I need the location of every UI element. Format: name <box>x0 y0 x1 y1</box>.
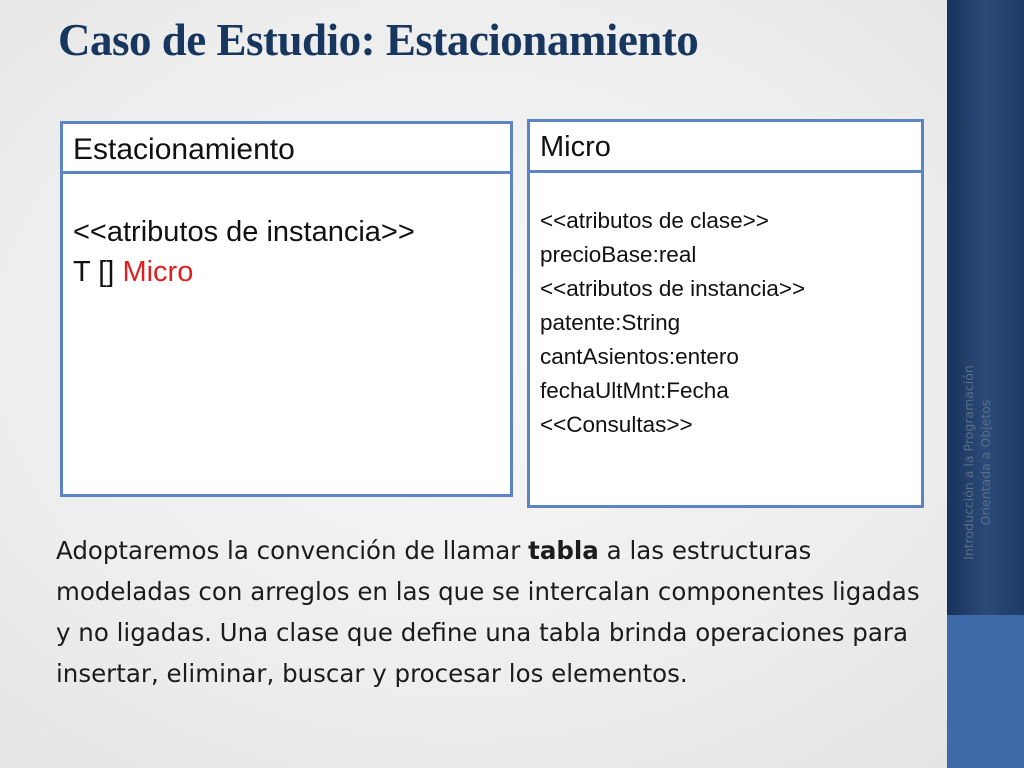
attribute-table-type: Micro <box>122 256 194 288</box>
body-paragraph <box>56 530 936 694</box>
class-name-estacionamiento: Estacionamiento <box>63 124 510 174</box>
class-body-estacionamiento <box>63 174 510 292</box>
body-paragraph-part-2: a las estructuras modeladas con arreglos en las que se intercalan componentes ligadas y no ligadas. Una clase que define una tabla brinda operaciones para insertar, eliminar, buscar y procesar los elementos. <box>56 536 920 688</box>
class-box-micro <box>527 119 924 508</box>
course-name-line-2: Orientada a Objetos <box>978 399 993 526</box>
attribute-table-prefix: T [] <box>73 256 115 288</box>
class-name-micro: Micro <box>530 122 921 173</box>
course-name <box>960 350 1020 575</box>
body-paragraph-part-1: Adoptaremos la convención de llamar <box>56 536 521 565</box>
slide-title: Caso de Estudio: Estacionamiento <box>58 15 699 65</box>
stereotype-consultas: <<Consultas>> <box>540 412 693 437</box>
attribute-table <box>73 252 510 292</box>
attribute-cant-asientos: cantAsientos:entero <box>540 344 739 369</box>
class-box-estacionamiento <box>60 121 513 497</box>
body-paragraph-bold-term: tabla <box>528 536 599 565</box>
stereotype-instance-attributes: <<atributos de instancia>> <box>73 216 415 248</box>
attribute-precio-base: precioBase:real <box>540 242 697 267</box>
course-name-line-1: Introducción a la Programación <box>961 365 976 560</box>
attribute-patente: patente:String <box>540 310 681 335</box>
class-body-micro <box>530 173 921 442</box>
attribute-fecha-ult-mnt: fechaUltMnt:Fecha <box>540 378 729 403</box>
stereotype-instance-attributes: <<atributos de instancia>> <box>540 276 806 301</box>
stereotype-class-attributes: <<atributos de clase>> <box>540 208 769 233</box>
side-band-accent <box>947 615 1024 768</box>
